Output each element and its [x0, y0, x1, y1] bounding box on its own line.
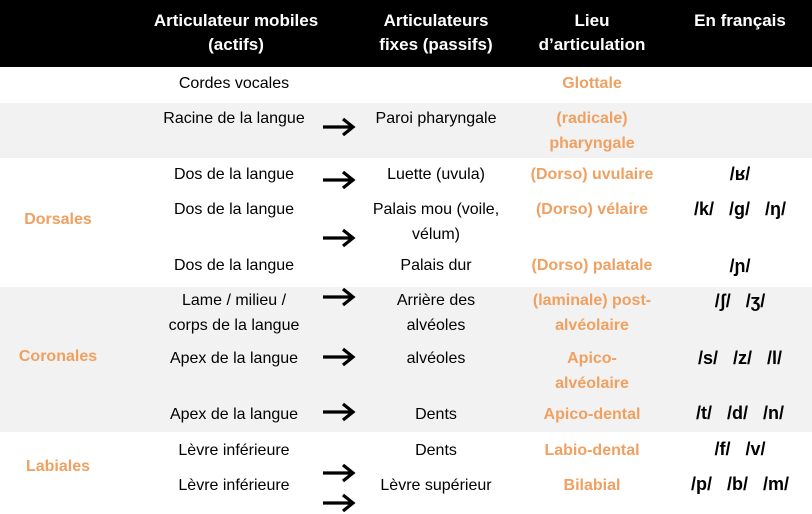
ipa-post-alveolaire: /ʃ/ /ʒ/ [714, 291, 766, 311]
header-actifs: Articulateur mobiles (actifs) [153, 11, 319, 54]
cell-lieu-velaire: (Dorso) vélaire [535, 201, 649, 218]
cell-actif-apex-2: Apex de la langue [169, 406, 299, 423]
group-label-labiales: Labiales [25, 458, 91, 475]
cell-lieu-pharyngale: (radicale) pharyngale [549, 110, 635, 152]
header-lieu: Lieu d’articulation [538, 11, 646, 54]
cell-lieu-bilabial: Bilabial [563, 477, 621, 494]
cell-actif-dos-1: Dos de la langue [173, 166, 295, 183]
ipa-velaire: /k/ /g/ /ŋ/ [693, 199, 786, 219]
cell-passif-luette: Luette (uvula) [387, 166, 485, 183]
cell-lieu-post-alveolaire: (laminale) post- alvéolaire [532, 292, 652, 334]
cell-lieu-palatale: (Dorso) palatale [531, 257, 653, 274]
arrow-right-icon [321, 169, 357, 191]
cell-actif-racine: Racine de la langue [163, 110, 305, 127]
cell-passif-alveoles: alvéoles [406, 350, 466, 367]
cell-actif-cordes: Cordes vocales [178, 75, 290, 92]
arrow-right-icon [321, 346, 357, 368]
cell-actif-dos-3: Dos de la langue [173, 257, 295, 274]
group-label-dorsales: Dorsales [24, 211, 92, 228]
header-fixes: Articulateurs fixes (passifs) [379, 11, 493, 54]
cell-lieu-apico-dental: Apico-dental [543, 406, 641, 423]
cell-passif-palais-mou: Palais mou (voile, vélum) [372, 201, 500, 243]
cell-lieu-uvulaire: (Dorso) uvulaire [530, 166, 654, 183]
arrow-right-icon [321, 462, 357, 484]
arrow-right-icon [321, 401, 357, 423]
ipa-apico-alveolaire: /s/ /z/ /l/ [697, 348, 783, 368]
ipa-labio-dental: /f/ /v/ [714, 439, 766, 459]
cell-actif-levre-1: Lèvre inférieure [178, 442, 290, 459]
group-label-coronales: Coronales [18, 348, 98, 365]
cell-lieu-labio-dental: Labio-dental [544, 442, 640, 459]
cell-lieu-glottale: Glottale [562, 75, 622, 92]
arrow-right-icon [321, 227, 357, 249]
arrow-right-icon [321, 116, 357, 138]
ipa-uvulaire: /ʁ/ [729, 164, 751, 184]
header-francais: En français [694, 11, 786, 30]
cell-passif-palais-dur: Palais dur [400, 257, 472, 274]
cell-actif-apex-1: Apex de la langue [169, 350, 299, 367]
cell-passif-paroi: Paroi pharyngale [375, 110, 497, 127]
arrow-right-icon [321, 286, 357, 308]
arrow-right-icon [321, 492, 357, 514]
ipa-bilabial: /p/ /b/ /m/ [690, 474, 789, 494]
cell-actif-dos-2: Dos de la langue [173, 201, 295, 218]
cell-actif-levre-2: Lèvre inférieure [178, 477, 290, 494]
cell-actif-lame: Lame / milieu / corps de la langue [168, 292, 300, 334]
ipa-apico-dental: /t/ /d/ /n/ [696, 403, 784, 423]
ipa-palatale: /ɲ/ [729, 256, 751, 276]
cell-passif-dents-2: Dents [415, 442, 457, 459]
cell-lieu-apico-alveolaire: Apico- alvéolaire [555, 350, 629, 392]
cell-passif-arriere-alveoles: Arrière des alvéoles [396, 292, 476, 334]
cell-passif-dents-1: Dents [415, 406, 457, 423]
cell-passif-levre-superieur: Lèvre supérieur [380, 477, 492, 494]
